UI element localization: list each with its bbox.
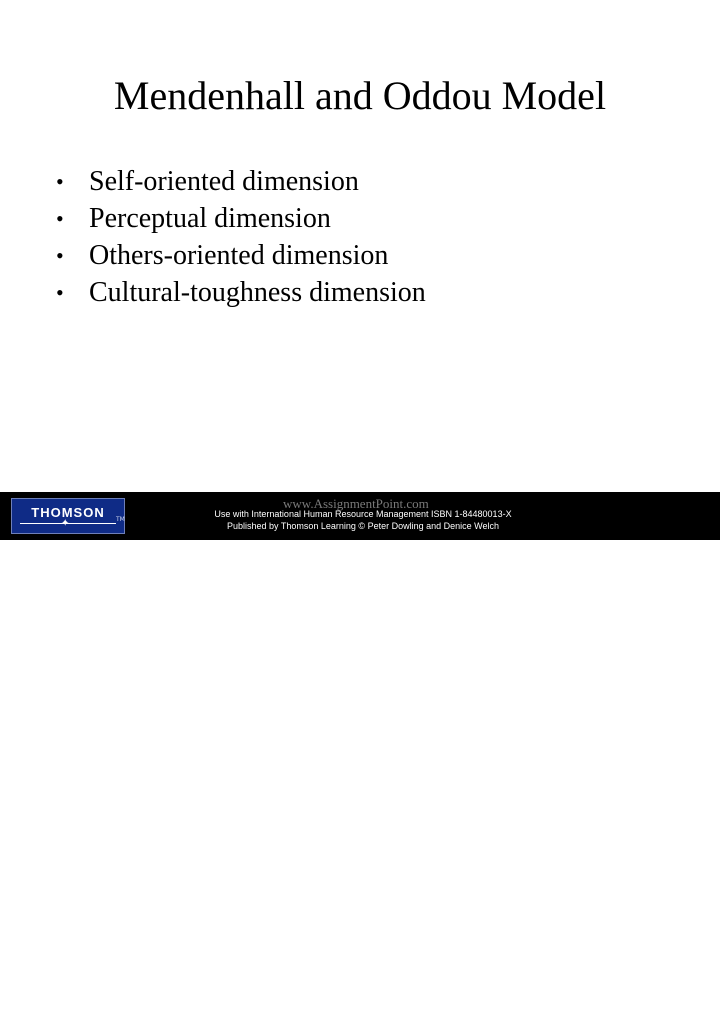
footer-line-2: Published by Thomson Learning © Peter Dowling and Denice Welch: [227, 521, 499, 531]
bullet-text: Others-oriented dimension: [89, 239, 389, 271]
footer-line-1: Use with International Human Resource Management ISBN 1-84480013-X: [214, 509, 512, 519]
bullet-text: Cultural-toughness dimension: [89, 276, 426, 308]
slide-title: Mendenhall and Oddou Model: [113, 73, 607, 118]
bullet-text: Self-oriented dimension: [89, 165, 359, 197]
bullet-item: [56, 237, 426, 274]
trademark-label: TM: [116, 516, 125, 523]
logo-text: THOMSON: [31, 505, 105, 520]
page-number: 4/21: [648, 998, 672, 1012]
bullet-glyph: •: [56, 242, 64, 268]
star-icon: ✦: [61, 518, 70, 529]
bullet-glyph: •: [56, 168, 64, 194]
bullet-item: [56, 163, 426, 200]
bullet-text: Perceptual dimension: [89, 202, 331, 234]
bullet-list: [56, 163, 426, 311]
watermark-text: www.AssignmentPoint.com: [283, 496, 429, 511]
bullet-item: [56, 200, 426, 237]
thomson-logo: [11, 498, 125, 534]
bullet-glyph: •: [56, 279, 64, 305]
bullet-glyph: •: [56, 205, 64, 231]
bullet-item: [56, 274, 426, 311]
